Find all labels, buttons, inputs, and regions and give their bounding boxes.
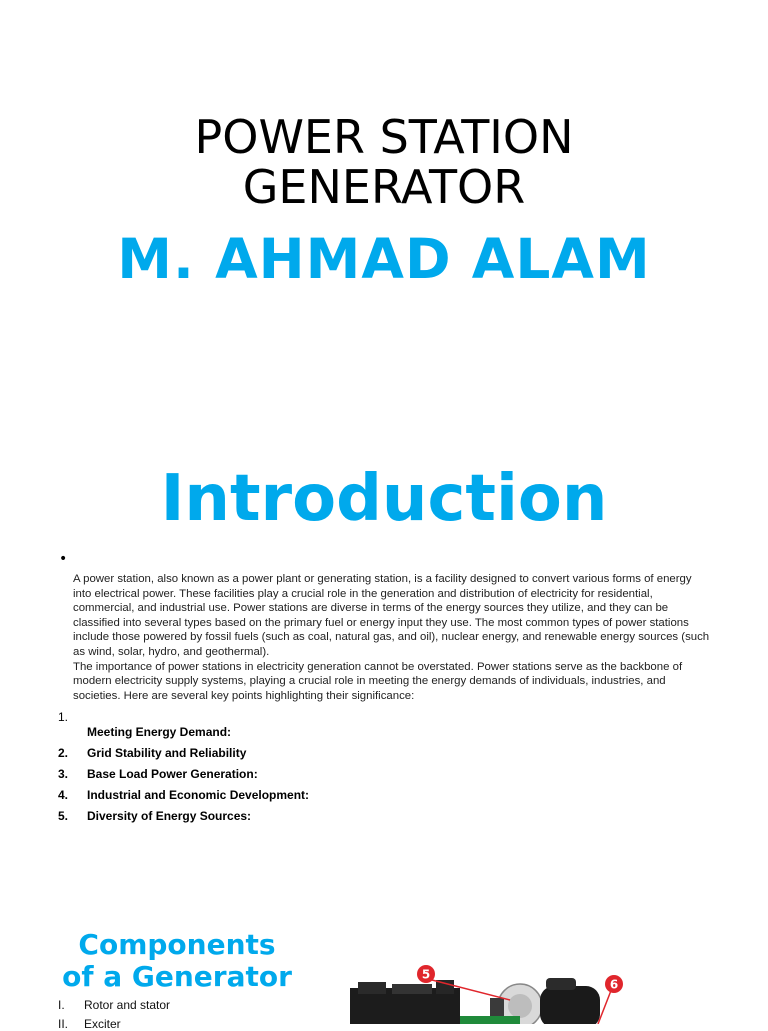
list-number: 4. <box>58 788 69 802</box>
callout-number-6: 6 <box>609 977 619 992</box>
engine-top-part <box>358 982 386 994</box>
list-label: Industrial and Economic Development: <box>87 788 310 802</box>
intro-paragraph-2: The importance of power stations in electricity generation cannot be overstated. Power stations serve as the backbone of modern electricity supply systems, playing a crucial role in meeting the energy demands of individuals, industries, and societies. Here are several key points highlighting their significance: <box>73 660 683 702</box>
list-label: Exciter <box>84 1017 121 1031</box>
list-number: II. <box>58 1017 69 1031</box>
document-title <box>0 112 768 212</box>
list-item <box>58 746 246 760</box>
alternator-body <box>540 986 600 1024</box>
list-number: 1. <box>58 710 69 724</box>
list-label: Rotor and stator <box>84 998 171 1012</box>
callout-number-5: 5 <box>421 967 431 982</box>
author-name: M. AHMAD ALAM <box>117 227 651 291</box>
base-frame <box>460 1016 520 1024</box>
list-item <box>58 998 170 1012</box>
list-item <box>58 788 309 802</box>
title-line-2: GENERATOR <box>242 160 526 214</box>
callout-line-6 <box>598 988 612 1024</box>
list-item <box>58 1017 121 1031</box>
list-number: 5. <box>58 809 69 823</box>
list-label: Diversity of Energy Sources: <box>87 809 252 823</box>
flywheel-core <box>508 994 532 1018</box>
list-number: I. <box>58 998 65 1012</box>
components-heading-line-2: of a Generator <box>62 960 292 993</box>
bullet-marker: • <box>59 551 68 567</box>
title-line-1: POWER STATION <box>194 110 574 164</box>
list-number: 3. <box>58 767 69 781</box>
components-heading <box>52 929 302 993</box>
list-item <box>87 725 231 739</box>
list-item <box>58 809 251 823</box>
list-number: 2. <box>58 746 69 760</box>
engine-manifold <box>392 984 432 994</box>
list-item <box>58 767 258 781</box>
list-label: Grid Stability and Reliability <box>87 746 247 760</box>
generator-illustration <box>340 958 640 1024</box>
list-item <box>58 710 87 724</box>
intro-paragraph-1: A power station, also known as a power plant or generating station, is a facility designed to convert various forms of energy into electrical power. These facilities play a crucial role in the generation and distribution of electricity for residential, commercial, and industrial use. Power stations are diverse in terms of the energy sources they utilize, and they can be classified into several types based on the primary fuel or energy input they use. The most common types of power stations include those powered by fossil fuels (such as coal, natural gas, and oil), nuclear energy, and renewable energy sources (such as wind, solar, hydro, and geothermal). <box>73 573 710 658</box>
introduction-heading: Introduction <box>160 462 608 536</box>
list-label: Meeting Energy Demand: <box>87 725 232 739</box>
components-heading-line-1: Components <box>78 928 276 961</box>
list-label: Base Load Power Generation: <box>87 767 258 781</box>
introduction-body <box>73 572 713 703</box>
alternator-top <box>546 978 576 990</box>
